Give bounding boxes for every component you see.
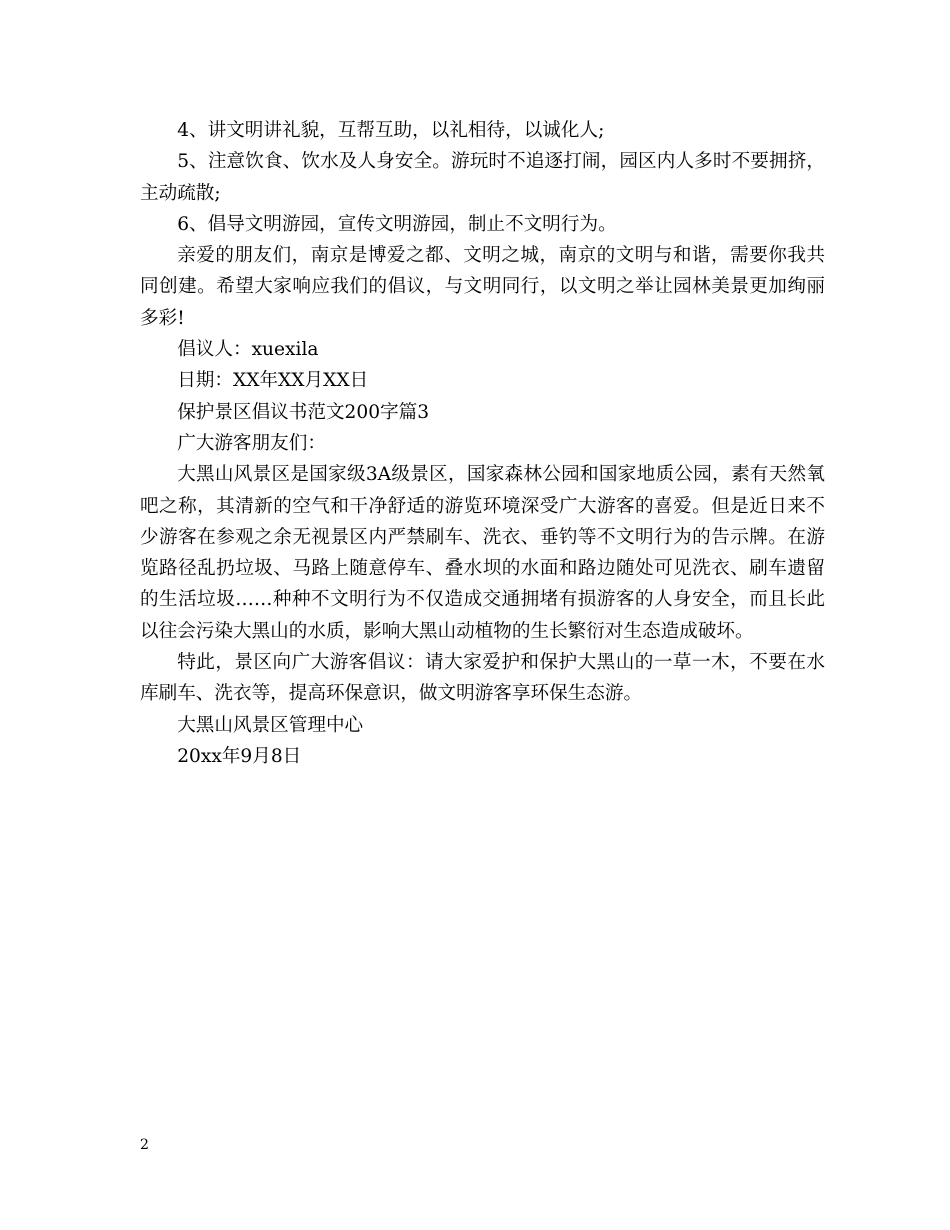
signature-organization: 大黑山风景区管理中心: [177, 714, 364, 736]
document-body: [140, 115, 825, 772]
proposal-paragraph: 特此，景区向广大游客倡议：请大家爱护和保护大黑山的一草一木，不要在水库刷车、洗衣等，提高环保意识，做文明游客享环保生态游。: [140, 652, 825, 705]
paragraph-item-6: 6、倡导文明游园，宣传文明游园，制止不文明行为。: [177, 213, 617, 235]
signature-date: 20xx年9月8日: [177, 745, 302, 767]
body-paragraph: 大黑山风景区是国家级3A级景区，国家森林公园和国家地质公园，素有天然氧吧之称，其清新的空气和干净舒适的游览环境深受广大游客的喜爱。但是近日来不少游客在参观之余无视景区内严禁刷车、洗衣、垂钓等不文明行为的告示牌。在游览路径乱扔垃圾、马路上随意停车、叠水坝的水面和路边随处可见洗衣、刷车遗留的生活垃圾……种种不文明行为不仅造成交通拥堵有损游客的人身安全，而且长此以往会污染大黑山的水质，影响大黑山动植物的生长繁衍对生态造成破坏。: [140, 464, 825, 642]
proposer-line: 倡议人：xuexila: [177, 339, 319, 361]
closing-appeal-paragraph: 亲爱的朋友们，南京是博爱之都、文明之城，南京的文明与和谐，需要你我共同创建。希望大家响应我们的倡议，与文明同行，以文明之举让园林美景更加绚丽多彩!: [140, 245, 825, 329]
page-number: 2: [140, 1137, 149, 1153]
paragraph-item-4: 4、讲文明讲礼貌，互帮互助，以礼相待，以诚化人;: [177, 120, 605, 141]
salutation: 广大游客朋友们：: [177, 432, 326, 454]
date-line: 日期：XX年XX月XX日: [177, 370, 369, 392]
paragraph-item-5: 5、注意饮食、饮水及人身安全。游玩时不追逐打闹，园区内人多时不要拥挤，主动疏散;: [140, 151, 825, 204]
section-heading: 保护景区倡议书范文200字篇3: [177, 401, 430, 423]
